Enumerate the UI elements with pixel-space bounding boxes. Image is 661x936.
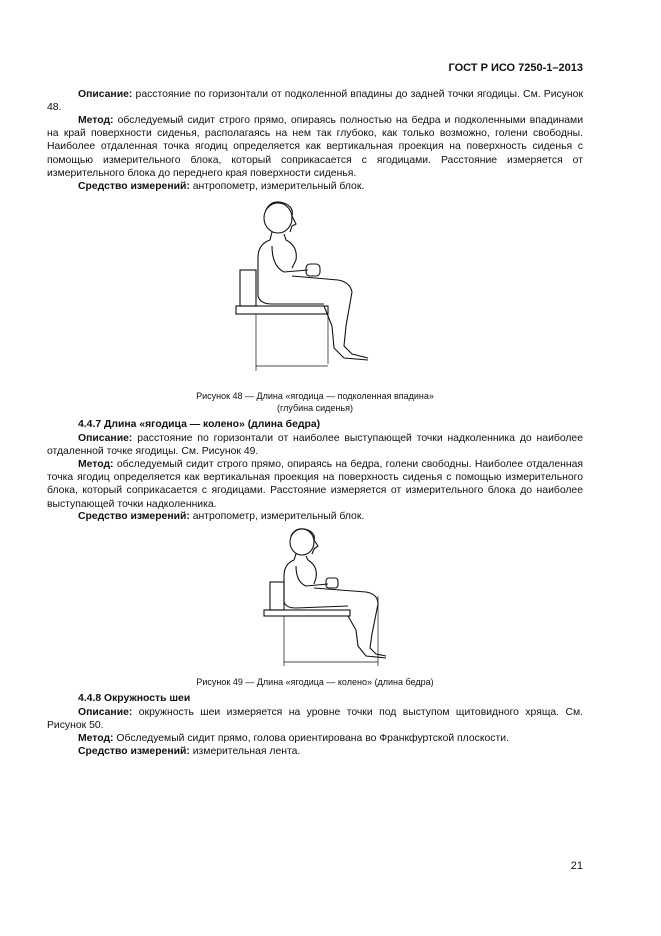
page-number: 21 [570,860,583,872]
figure-49-illustration [258,526,394,670]
description-paragraph [47,432,583,458]
method-paragraph [47,114,583,180]
section-heading-4-4-8: 4.4.8 Окружность шеи [78,693,191,704]
figure-49-caption: Рисунок 49 — Длина «ягодица — колено» (длина бедра) [196,677,434,687]
tool-paragraph [47,745,583,758]
method-paragraph [47,732,583,745]
tool-label: Средство измерений: [78,746,190,757]
tool-text: антропометр, измерительный блок. [189,181,365,192]
tool-paragraph [47,510,583,523]
head [264,203,292,233]
tool-text: измерительная лента. [189,746,301,757]
figure-48-illustration [228,196,388,376]
section-heading-4-4-7: 4.4.7 Длина «ягодица — колено» (длина бедра) [78,419,321,430]
figure-48-caption-line1: Рисунок 48 — Длина «ягодица — подколенная впадина» [196,391,434,401]
method-paragraph [47,458,583,511]
method-label: Метод: [78,733,114,744]
description-label: Описание: [78,89,133,100]
description-text: расстояние по горизонтали от наиболее выступающей точки надколенника до наиболее отдаленной точке ягодицы. См. Рисунок 49. [47,433,583,458]
method-label: Метод: [78,115,114,126]
tool-text: антропометр, измерительный блок. [189,511,365,522]
description-text: окружность шеи измеряется на уровне точки под выступом щитовидного хряща. См. Рисунок 50. [47,707,583,732]
tool-paragraph [47,180,583,193]
tool-label: Средство измерений: [78,181,190,192]
seat [236,306,328,314]
description-label: Описание: [78,433,133,444]
measuring-block [240,270,256,306]
figure-48-caption-line2: (глубина сиденья) [277,403,353,413]
description-label: Описание: [78,707,133,718]
description-paragraph [47,706,583,732]
document-code: ГОСТ Р ИСО 7250-1–2013 [448,62,583,74]
description-text: расстояние по горизонтали от подколенной впадины до задней точки ягодицы. См. Рисунок 48. [47,89,583,114]
method-text: Обследуемый сидит прямо, голова ориентирована во Франкфуртской плоскости. [113,733,509,744]
seat [264,610,350,616]
method-text: обследуемый сидит строго прямо, опираясь на бедра, голени свободны. Наиболее отдаленная точка ягодиц определяется как вертикальная проекция на поверхность сиденья с помощью измерительного блока, который соприкасается с ягодицами. Расстояние измеряется от измерительного блока до наиболее выступающей точки надколенника. [47,459,583,510]
method-text: обследуемый сидит строго прямо, опираясь полностью на бедра и подколенными впадинами на край поверхности сиденья, располагаясь на нем так глубоко, как только возможно, голени свободны. Наиболее отдаленная точка ягодиц определяется как вертикальная проекция на поверхность сиденья с помощью измерительного блока, который соприкасается с ягодицами. Расстояние измеряется от измерительного блока до переднего края поверхности сиденья. [47,115,583,179]
description-paragraph [47,88,583,114]
method-label: Метод: [78,459,114,470]
tool-label: Средство измерений: [78,511,190,522]
measuring-block [270,582,284,610]
